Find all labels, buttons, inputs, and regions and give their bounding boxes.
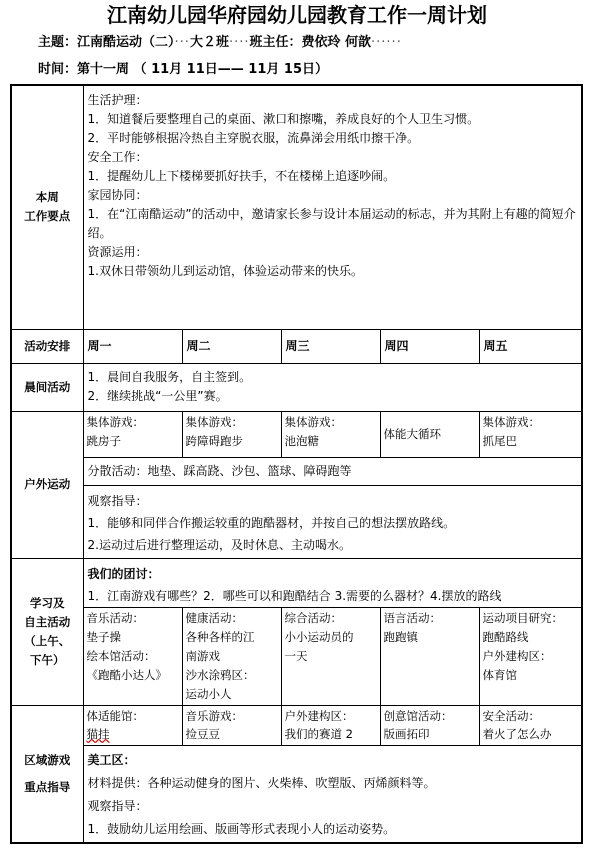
spacer-dots: ······ — [371, 35, 402, 50]
observe-line: 1．能够和同伴合作搬运较重的跑酷器材，并按自己的想法摆放路线。 — [87, 515, 456, 530]
morning-line: 1．晨间自我服务，自主签到。 — [87, 369, 252, 384]
cell-line: 集体游戏： — [185, 414, 243, 429]
label-line: 学习及 — [30, 595, 65, 610]
area-art — [83, 745, 582, 843]
teacher-value: 费依玲 何歆 — [301, 35, 372, 50]
morning-label: 晨间活动 — [11, 363, 83, 411]
cell-line: 户外建构区： — [482, 648, 552, 663]
spacer-dots: ··· — [174, 35, 190, 50]
cell-line: 猫挂 — [86, 726, 110, 741]
cell-line: 运动小人 — [185, 686, 232, 701]
key-points-row — [11, 85, 582, 329]
morning-row — [11, 363, 582, 411]
outdoor-scatter: 分散活动：地垫、踩高跷、沙包、篮球、障碍跑等 — [83, 457, 582, 485]
study-cell — [380, 607, 479, 705]
cell-line: 抓尾巴 — [482, 433, 517, 448]
outdoor-games-row — [11, 411, 582, 457]
cell-line: 各种各样的江 — [185, 629, 255, 644]
outdoor-observe — [83, 485, 582, 558]
key-point-line: 1．在“江南酷运动”的活动中，邀请家长参与设计本届运动的标志，并为其附上有趣的简短介绍。 — [87, 207, 576, 240]
cell-line: 着火了怎么办 — [482, 726, 552, 741]
key-point-line: 资源运用： — [87, 245, 148, 259]
cell-line: 垫子操 — [86, 629, 121, 644]
art-line: 1．鼓励幼儿运用绘画、版画等形式表现小人的运动姿势。 — [87, 821, 396, 836]
cell-line: 小小运动员的 — [284, 629, 354, 644]
morning-line: 2．继续挑战“一公里”赛。 — [87, 388, 228, 403]
morning-content — [83, 363, 582, 411]
outdoor-label: 户外运动 — [11, 411, 83, 558]
meta-time-line — [38, 60, 328, 80]
page-title: 江南幼儿园华府园幼儿园教育工作一周计划 — [107, 3, 487, 27]
area-cell — [83, 705, 182, 745]
day-header: 周三 — [281, 329, 380, 363]
study-discussion — [83, 558, 582, 607]
discussion-text: 1．江南游戏有哪些？2．哪些可以和跑酷结合 3.需要的么器材？4.摆放的路线 — [87, 588, 502, 603]
cell-line: 绘本馆活动： — [86, 648, 156, 663]
spacer-dots: ···· — [228, 35, 250, 50]
study-discussion-row — [11, 558, 582, 607]
theme-label: 主题： — [38, 35, 78, 50]
outdoor-game-cell — [182, 411, 281, 457]
art-line: 材料提供：各种运动健身的图片、火柴棒、吹塑版、丙烯颜料等。 — [87, 775, 436, 790]
cell-line: 综合活动： — [284, 610, 342, 625]
cell-line: 版画拓印 — [383, 726, 430, 741]
key-points-label — [11, 85, 83, 329]
study-cell — [479, 607, 582, 705]
time-label: 时间： — [38, 62, 78, 77]
cell-line: 安全活动： — [482, 708, 540, 723]
area-cell — [479, 705, 582, 745]
day-header: 周一 — [83, 329, 182, 363]
cell-line: 运动项目研究： — [482, 610, 563, 625]
cell-line: 我们的赛道 2 — [284, 726, 353, 741]
cell-line: 音乐活动： — [86, 610, 144, 625]
outdoor-scatter-row — [11, 457, 582, 485]
cell-line: 创意馆活动： — [383, 708, 453, 723]
area-label — [11, 705, 83, 843]
cell-line: 跳房子 — [86, 433, 121, 448]
day-header: 周四 — [380, 329, 479, 363]
label-line: 自主活动 — [24, 614, 71, 629]
key-point-line: 1．知道餐后要整理自己的桌面、漱口和擦嘴，养成良好的个人卫生习惯。 — [87, 112, 480, 126]
cell-line: 集体游戏： — [482, 414, 540, 429]
area-cell — [380, 705, 479, 745]
study-cell — [182, 607, 281, 705]
teacher-label: 班主任： — [249, 35, 302, 50]
schedule-row — [11, 329, 582, 363]
outdoor-game-cell — [281, 411, 380, 457]
time-value: 第十一周 （ 11月 11日—— 11月 15日） — [77, 62, 329, 77]
schedule-label: 活动安排 — [11, 329, 83, 363]
theme-value: 江南酷运动（二） — [77, 35, 175, 50]
label-line: 重点指导 — [24, 779, 71, 794]
cell-line: 跑酷路线 — [482, 629, 529, 644]
art-title: 美工区： — [87, 752, 136, 767]
area-cell — [281, 705, 380, 745]
cell-line: 集体游戏： — [86, 414, 144, 429]
area-cell — [182, 705, 281, 745]
observe-line: 2.运动过后进行整理运动，及时休息、主动喝水。 — [87, 537, 351, 552]
label-line: （上午、 — [24, 633, 71, 648]
study-cells-row — [11, 607, 582, 705]
area-art-row — [11, 745, 582, 843]
key-point-line: 生活护理： — [87, 93, 148, 107]
outdoor-game-cell — [83, 411, 182, 457]
class-value: 大２班 — [189, 35, 229, 50]
key-point-line: 1．提醒幼儿上下楼梯要抓好扶手，不在楼梯上追逐吵闹。 — [87, 169, 396, 183]
cell-line: 《跑酷小达人》 — [86, 667, 167, 682]
discussion-title: 我们的团讨： — [87, 566, 160, 581]
cell-line: 体适能馆： — [86, 708, 144, 723]
area-cells-row — [11, 705, 582, 745]
label-line: 本周 — [35, 190, 59, 205]
outdoor-game-cell — [479, 411, 582, 457]
cell-line: 沙水涂鸦区： — [185, 667, 255, 682]
cell-line: 语言活动： — [383, 610, 441, 625]
key-point-line: 安全工作： — [87, 150, 148, 164]
cell-line: 跑跑镇 — [383, 629, 418, 644]
label-line: 下午） — [30, 652, 65, 667]
label-line: 工作要点 — [24, 209, 71, 224]
cell-line: 音乐游戏： — [185, 708, 243, 723]
key-points-content — [83, 85, 582, 329]
cell-line: 户外建构区： — [284, 708, 354, 723]
cell-line: 体能大循环 — [383, 426, 441, 441]
day-header: 周二 — [182, 329, 281, 363]
weekly-plan-table — [10, 84, 583, 844]
cell-line: 跨障碍跑步 — [185, 433, 243, 448]
outdoor-observe-row — [11, 485, 582, 558]
cell-line: 池泡糖 — [284, 433, 319, 448]
observe-line: 观察指导： — [87, 493, 148, 508]
label-line: 区域游戏 — [24, 752, 71, 767]
cell-line: 一天 — [284, 648, 308, 663]
art-line: 观察指导： — [87, 798, 148, 813]
key-point-line: 家园协同： — [87, 188, 148, 202]
key-point-line: 1.双休日带领幼儿到运动馆，体验运动带来的快乐。 — [87, 264, 363, 278]
cell-line: 南游戏 — [185, 648, 220, 663]
cell-line: 健康活动： — [185, 610, 243, 625]
cell-line: 捡豆豆 — [185, 726, 220, 741]
study-cell — [281, 607, 380, 705]
meta-theme-line — [38, 33, 402, 53]
cell-line: 集体游戏： — [284, 414, 342, 429]
key-point-line: 2．平时能够根据冷热自主穿脱衣服，流鼻涕会用纸巾擦干净。 — [87, 131, 420, 145]
day-header: 周五 — [479, 329, 582, 363]
outdoor-game-cell — [380, 411, 479, 457]
cell-line: 体育馆 — [482, 667, 517, 682]
study-label — [11, 558, 83, 705]
study-cell — [83, 607, 182, 705]
